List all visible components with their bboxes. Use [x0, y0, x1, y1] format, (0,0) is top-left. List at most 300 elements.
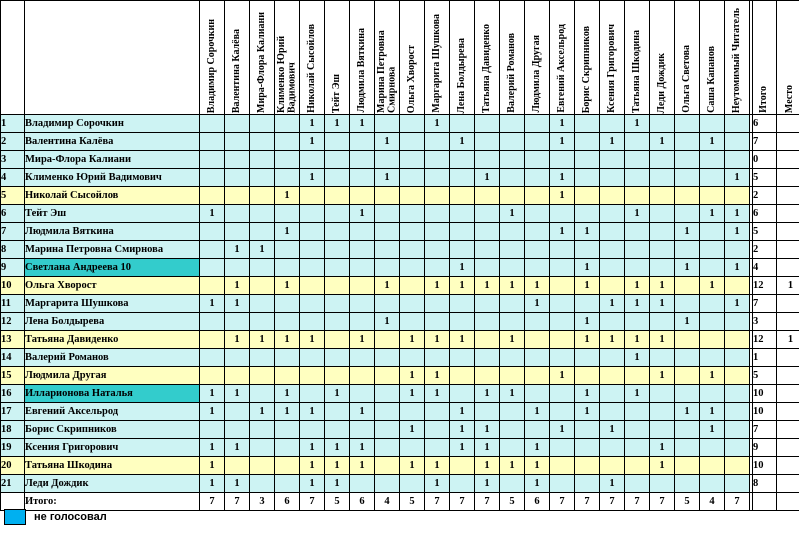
vote-cell — [275, 367, 300, 385]
summary-value: 4 — [700, 493, 725, 511]
row-total: 5 — [753, 223, 777, 241]
column-header — [200, 1, 225, 115]
row-total: 10 — [753, 403, 777, 421]
vote-cell — [550, 439, 575, 457]
vote-cell — [475, 313, 500, 331]
vote-cell — [500, 259, 525, 277]
participant-name: Мира-Флора Калиани — [25, 151, 200, 169]
vote-cell — [275, 241, 300, 259]
row-number: 18 — [1, 421, 25, 439]
vote-cell — [325, 259, 350, 277]
vote-cell — [350, 169, 375, 187]
vote-cell — [525, 331, 550, 349]
vote-cell — [725, 475, 750, 493]
vote-cell — [675, 421, 700, 439]
row-total: 6 — [753, 205, 777, 223]
vote-cell — [300, 187, 325, 205]
vote-cell — [375, 151, 400, 169]
vote-cell — [450, 349, 475, 367]
vote-cell: 1 — [725, 295, 750, 313]
vote-cell — [700, 349, 725, 367]
corner-cell-name — [25, 1, 200, 115]
table-row — [1, 241, 799, 259]
vote-cell — [650, 421, 675, 439]
vote-cell — [525, 421, 550, 439]
vote-cell — [500, 133, 525, 151]
vote-cell — [325, 349, 350, 367]
vote-cell — [500, 295, 525, 313]
vote-cell — [450, 223, 475, 241]
vote-cell — [575, 205, 600, 223]
row-number: 13 — [1, 331, 25, 349]
vote-cell: 1 — [675, 259, 700, 277]
vote-cell — [425, 313, 450, 331]
vote-cell: 1 — [650, 331, 675, 349]
summary-value: 7 — [200, 493, 225, 511]
vote-cell — [350, 475, 375, 493]
vote-cell — [425, 403, 450, 421]
row-total: 5 — [753, 367, 777, 385]
summary-value: 6 — [275, 493, 300, 511]
vote-cell — [500, 241, 525, 259]
row-place — [777, 169, 799, 187]
participant-name: Владимир Сорочкин — [25, 115, 200, 133]
vote-cell — [475, 241, 500, 259]
vote-cell — [600, 223, 625, 241]
participant-name: Валерий Романов — [25, 349, 200, 367]
vote-cell — [225, 367, 250, 385]
vote-cell: 1 — [400, 421, 425, 439]
vote-cell: 1 — [425, 367, 450, 385]
legend-text: не голосовал — [34, 511, 107, 523]
summary-value: 7 — [450, 493, 475, 511]
vote-cell — [650, 115, 675, 133]
vote-cell — [225, 223, 250, 241]
vote-cell: 1 — [575, 403, 600, 421]
vote-cell — [425, 133, 450, 151]
table-row — [1, 313, 799, 331]
vote-cell — [300, 151, 325, 169]
vote-cell: 1 — [650, 439, 675, 457]
vote-cell — [275, 169, 300, 187]
vote-cell — [725, 277, 750, 295]
vote-cell — [425, 259, 450, 277]
vote-cell — [675, 187, 700, 205]
vote-cell — [300, 385, 325, 403]
participant-name: Людмила Другая — [25, 367, 200, 385]
vote-cell: 1 — [500, 277, 525, 295]
vote-cell — [375, 367, 400, 385]
row-place — [777, 205, 799, 223]
vote-cell — [450, 115, 475, 133]
vote-cell — [625, 439, 650, 457]
vote-cell: 1 — [575, 313, 600, 331]
row-number: 21 — [1, 475, 25, 493]
vote-cell: 1 — [475, 169, 500, 187]
vote-cell: 1 — [525, 439, 550, 457]
vote-cell — [550, 403, 575, 421]
table-row — [1, 187, 799, 205]
vote-cell — [475, 331, 500, 349]
vote-cell — [575, 187, 600, 205]
column-header — [650, 1, 675, 115]
vote-cell — [500, 349, 525, 367]
participant-name: Маргарита Шушкова — [25, 295, 200, 313]
vote-cell — [550, 313, 575, 331]
vote-cell — [200, 115, 225, 133]
table-row — [1, 133, 799, 151]
vote-cell — [225, 115, 250, 133]
vote-cell: 1 — [225, 439, 250, 457]
vote-cell: 1 — [200, 205, 225, 223]
vote-cell: 1 — [200, 403, 225, 421]
vote-cell — [250, 223, 275, 241]
column-header-label: Ольга Светова — [680, 45, 692, 113]
vote-cell — [675, 475, 700, 493]
vote-cell — [300, 313, 325, 331]
row-total: 7 — [753, 133, 777, 151]
vote-cell — [725, 151, 750, 169]
vote-cell: 1 — [700, 403, 725, 421]
summary-value: 5 — [675, 493, 700, 511]
vote-cell: 1 — [700, 277, 725, 295]
vote-cell: 1 — [425, 331, 450, 349]
vote-cell — [550, 205, 575, 223]
vote-cell — [500, 403, 525, 421]
vote-cell — [500, 187, 525, 205]
vote-cell: 1 — [250, 241, 275, 259]
column-header-label: Валентина Калёва — [230, 28, 242, 113]
vote-cell — [650, 385, 675, 403]
vote-cell: 1 — [275, 277, 300, 295]
vote-cell — [525, 205, 550, 223]
vote-cell — [575, 475, 600, 493]
table-row — [1, 331, 799, 349]
summary-value: 7 — [575, 493, 600, 511]
summary-place-blank — [777, 493, 799, 511]
participant-name: Борис Скрипников — [25, 421, 200, 439]
vote-cell — [200, 187, 225, 205]
vote-cell — [350, 187, 375, 205]
vote-cell: 1 — [450, 421, 475, 439]
vote-cell — [250, 439, 275, 457]
place-header-label: Место — [784, 84, 796, 113]
vote-cell — [225, 259, 250, 277]
vote-cell — [650, 169, 675, 187]
vote-cell — [600, 403, 625, 421]
table-row — [1, 259, 799, 277]
summary-value: 6 — [525, 493, 550, 511]
row-number: 7 — [1, 223, 25, 241]
vote-cell — [525, 385, 550, 403]
summary-value: 5 — [325, 493, 350, 511]
vote-cell — [675, 295, 700, 313]
vote-cell: 1 — [275, 385, 300, 403]
row-place — [777, 475, 799, 493]
vote-cell — [375, 421, 400, 439]
vote-cell — [250, 385, 275, 403]
vote-cell — [625, 403, 650, 421]
column-header-label: Лена Болдырева — [455, 37, 467, 113]
vote-cell: 1 — [350, 205, 375, 223]
vote-cell — [525, 169, 550, 187]
summary-value: 7 — [550, 493, 575, 511]
vote-cell: 1 — [500, 205, 525, 223]
vote-cell — [425, 223, 450, 241]
row-number: 2 — [1, 133, 25, 151]
vote-cell — [700, 169, 725, 187]
column-header — [525, 1, 550, 115]
vote-cell — [225, 313, 250, 331]
row-number: 6 — [1, 205, 25, 223]
row-number: 8 — [1, 241, 25, 259]
vote-cell: 1 — [350, 115, 375, 133]
vote-cell: 1 — [225, 475, 250, 493]
vote-cell — [725, 187, 750, 205]
vote-cell — [500, 115, 525, 133]
summary-value: 7 — [225, 493, 250, 511]
column-header-label: Людмила Другая — [530, 35, 542, 113]
vote-cell — [675, 205, 700, 223]
vote-cell: 1 — [575, 259, 600, 277]
vote-cell — [475, 115, 500, 133]
vote-cell — [425, 439, 450, 457]
table-row — [1, 439, 799, 457]
vote-cell — [200, 367, 225, 385]
header-row — [1, 1, 799, 115]
vote-cell — [725, 421, 750, 439]
vote-cell — [725, 241, 750, 259]
vote-cell — [725, 439, 750, 457]
vote-cell: 1 — [600, 421, 625, 439]
vote-cell: 1 — [625, 349, 650, 367]
vote-cell: 1 — [350, 439, 375, 457]
vote-cell — [225, 187, 250, 205]
row-number: 19 — [1, 439, 25, 457]
vote-cell: 1 — [300, 457, 325, 475]
vote-cell: 1 — [425, 475, 450, 493]
vote-cell — [425, 151, 450, 169]
vote-cell — [600, 205, 625, 223]
column-header — [725, 1, 750, 115]
row-place — [777, 241, 799, 259]
vote-cell: 1 — [575, 385, 600, 403]
column-header — [600, 1, 625, 115]
vote-cell — [350, 295, 375, 313]
participant-name: Людмила Вяткина — [25, 223, 200, 241]
vote-cell: 1 — [200, 295, 225, 313]
vote-cell: 1 — [550, 115, 575, 133]
participant-name: Лена Болдырева — [25, 313, 200, 331]
table-row — [1, 277, 799, 295]
row-place — [777, 115, 799, 133]
column-header-label: Ксения Григорович — [605, 24, 617, 113]
vote-cell: 1 — [550, 421, 575, 439]
vote-cell — [575, 241, 600, 259]
vote-cell — [675, 457, 700, 475]
vote-cell — [225, 205, 250, 223]
vote-cell — [400, 403, 425, 421]
vote-cell — [450, 169, 475, 187]
vote-cell — [625, 151, 650, 169]
vote-cell: 1 — [475, 385, 500, 403]
vote-cell: 1 — [275, 187, 300, 205]
vote-cell: 1 — [225, 241, 250, 259]
vote-cell: 1 — [550, 367, 575, 385]
vote-cell: 1 — [650, 277, 675, 295]
vote-cell — [700, 457, 725, 475]
table-row — [1, 115, 799, 133]
vote-cell — [375, 403, 400, 421]
row-number: 3 — [1, 151, 25, 169]
vote-cell — [700, 115, 725, 133]
vote-cell — [600, 151, 625, 169]
column-header-label: Мира-Флора Калиани — [255, 12, 267, 113]
vote-cell — [675, 151, 700, 169]
vote-cell: 1 — [475, 439, 500, 457]
vote-cell — [625, 313, 650, 331]
vote-cell — [575, 457, 600, 475]
vote-cell — [725, 367, 750, 385]
row-total: 10 — [753, 457, 777, 475]
vote-cell — [550, 349, 575, 367]
vote-cell — [500, 421, 525, 439]
vote-cell — [375, 187, 400, 205]
vote-cell: 1 — [625, 205, 650, 223]
row-total: 9 — [753, 439, 777, 457]
summary-value: 7 — [650, 493, 675, 511]
vote-cell — [275, 457, 300, 475]
vote-cell — [575, 295, 600, 313]
vote-cell: 1 — [475, 475, 500, 493]
summary-value: 5 — [400, 493, 425, 511]
vote-cell: 1 — [550, 223, 575, 241]
table-row — [1, 151, 799, 169]
vote-cell — [250, 133, 275, 151]
column-header-label: Татьяна Давиденко — [480, 24, 492, 113]
row-total: 0 — [753, 151, 777, 169]
vote-cell — [450, 295, 475, 313]
vote-cell — [700, 331, 725, 349]
row-place — [777, 349, 799, 367]
vote-cell — [225, 151, 250, 169]
place-header — [777, 1, 799, 115]
vote-cell — [250, 457, 275, 475]
vote-cell — [400, 475, 425, 493]
vote-cell: 1 — [325, 115, 350, 133]
participant-name: Светлана Андреева 10 — [25, 259, 200, 277]
vote-cell: 1 — [625, 295, 650, 313]
column-header — [350, 1, 375, 115]
vote-cell — [600, 313, 625, 331]
vote-cell — [275, 439, 300, 457]
vote-cell: 1 — [525, 277, 550, 295]
vote-cell: 1 — [300, 133, 325, 151]
vote-cell: 1 — [450, 133, 475, 151]
vote-cell — [475, 403, 500, 421]
vote-cell: 1 — [650, 457, 675, 475]
vote-cell — [700, 241, 725, 259]
vote-cell — [525, 313, 550, 331]
vote-cell: 1 — [650, 295, 675, 313]
vote-cell — [250, 421, 275, 439]
vote-cell — [575, 367, 600, 385]
vote-cell: 1 — [425, 385, 450, 403]
vote-cell — [350, 151, 375, 169]
vote-cell — [200, 421, 225, 439]
row-number: 10 — [1, 277, 25, 295]
participant-name: Татьяна Шкодина — [25, 457, 200, 475]
vote-cell: 1 — [350, 457, 375, 475]
vote-cell — [550, 151, 575, 169]
vote-cell: 1 — [450, 403, 475, 421]
vote-cell — [650, 151, 675, 169]
vote-cell — [300, 349, 325, 367]
vote-cell: 1 — [550, 187, 575, 205]
row-place — [777, 457, 799, 475]
vote-cell — [400, 349, 425, 367]
vote-cell: 1 — [200, 385, 225, 403]
legend-swatch — [4, 509, 26, 525]
vote-cell — [550, 259, 575, 277]
vote-cell — [700, 385, 725, 403]
row-number: 5 — [1, 187, 25, 205]
vote-cell: 1 — [575, 223, 600, 241]
vote-cell — [325, 403, 350, 421]
row-total: 2 — [753, 241, 777, 259]
participant-name: Татьяна Давиденко — [25, 331, 200, 349]
vote-cell: 1 — [300, 475, 325, 493]
row-place — [777, 313, 799, 331]
row-number: 17 — [1, 403, 25, 421]
vote-cell — [400, 313, 425, 331]
vote-cell — [300, 277, 325, 295]
vote-cell — [375, 115, 400, 133]
vote-cell — [625, 259, 650, 277]
vote-cell: 1 — [425, 277, 450, 295]
vote-cell: 1 — [200, 439, 225, 457]
vote-cell: 1 — [700, 421, 725, 439]
summary-value: 5 — [500, 493, 525, 511]
vote-cell — [275, 313, 300, 331]
column-header — [475, 1, 500, 115]
vote-cell: 1 — [675, 403, 700, 421]
vote-cell — [350, 367, 375, 385]
vote-cell — [625, 367, 650, 385]
vote-cell: 1 — [400, 457, 425, 475]
vote-cell — [200, 223, 225, 241]
summary-row — [1, 493, 799, 511]
vote-cell: 1 — [250, 403, 275, 421]
vote-cell: 1 — [375, 313, 400, 331]
vote-cell — [300, 367, 325, 385]
vote-cell — [550, 385, 575, 403]
vote-cell — [250, 205, 275, 223]
vote-cell — [275, 421, 300, 439]
vote-cell: 1 — [425, 115, 450, 133]
vote-cell — [450, 205, 475, 223]
row-total: 5 — [753, 169, 777, 187]
vote-cell — [550, 241, 575, 259]
vote-cell — [525, 223, 550, 241]
vote-cell — [375, 331, 400, 349]
vote-cell: 1 — [625, 277, 650, 295]
vote-cell — [550, 331, 575, 349]
column-header — [300, 1, 325, 115]
vote-cell — [625, 187, 650, 205]
vote-cell: 1 — [700, 367, 725, 385]
vote-cell — [200, 151, 225, 169]
